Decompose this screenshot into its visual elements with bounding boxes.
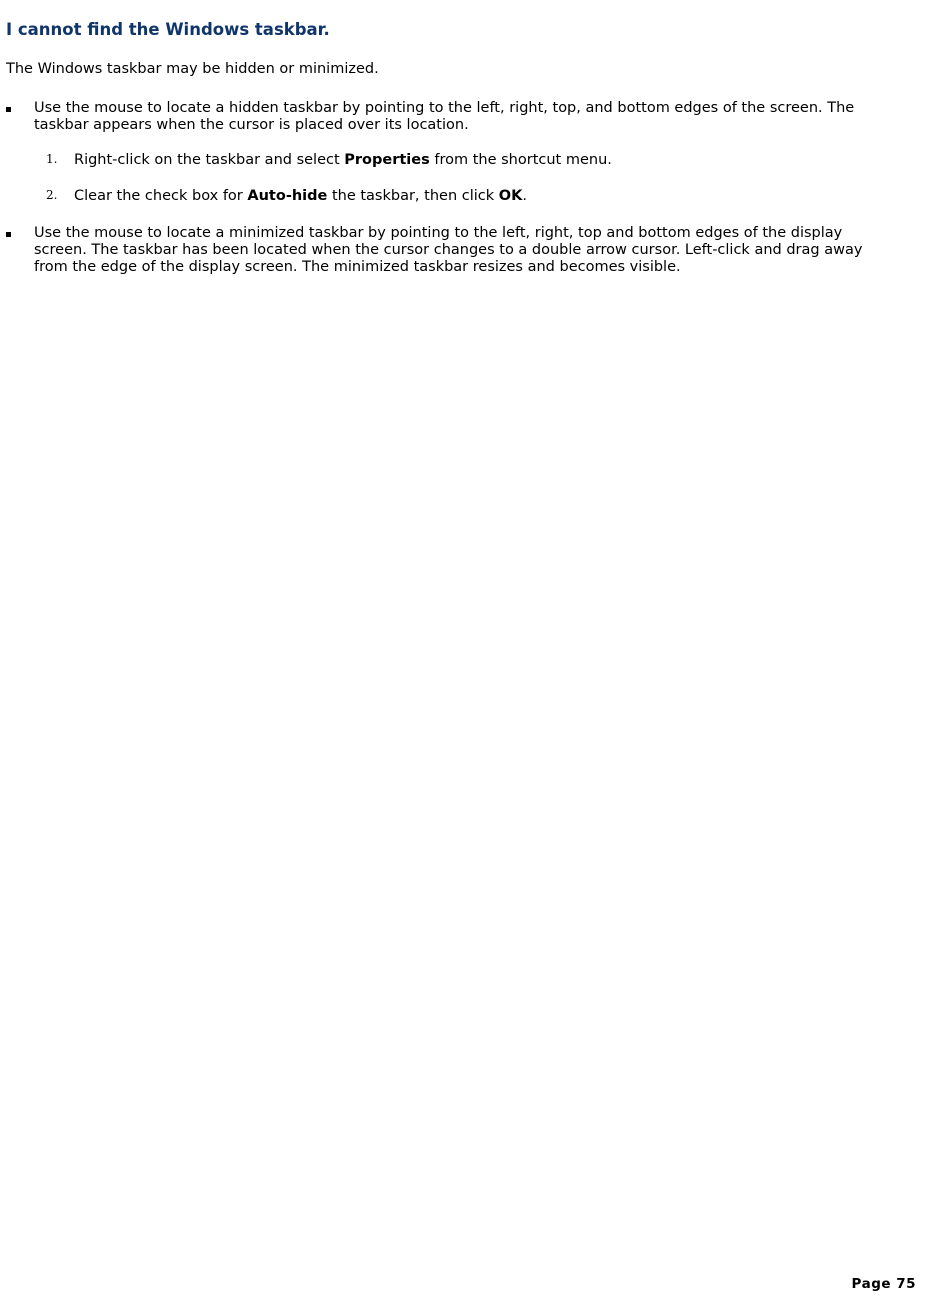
step-text-part: .: [522, 188, 527, 204]
square-bullet-icon: [6, 232, 11, 237]
step-text-part: Clear the check box for: [74, 188, 248, 204]
ok-label: OK: [498, 188, 523, 204]
auto-hide-label: Auto-hide: [247, 188, 328, 204]
page-number: Page 75: [851, 1276, 916, 1292]
step-text: [74, 188, 527, 204]
square-bullet-icon: [6, 107, 11, 112]
step-text-part: from the shortcut menu.: [429, 152, 612, 168]
intro-text: The Windows taskbar may be hidden or minimized.: [6, 61, 379, 77]
step-number: 2.: [46, 188, 58, 202]
step-text: [74, 152, 612, 168]
step-text-part: the taskbar, then click: [327, 188, 499, 204]
properties-label: Properties: [344, 152, 430, 168]
page-title: I cannot find the Windows taskbar.: [6, 20, 330, 39]
bullet-text: Use the mouse to locate a hidden taskbar by pointing to the left, right, top, and bottom edges of the screen. The taskbar appears when the cursor is placed over its location.: [34, 100, 855, 133]
step-number: 1.: [46, 152, 58, 166]
bullet-text: Use the mouse to locate a minimized taskbar by pointing to the left, right, top and bottom edges of the display screen. The taskbar has been located when the cursor changes to a double arrow cursor. Left-click and drag away from the edge of the display screen. The minimized taskbar resizes and becomes visible.: [34, 225, 863, 275]
step-text-part: Right-click on the taskbar and select: [74, 152, 345, 168]
